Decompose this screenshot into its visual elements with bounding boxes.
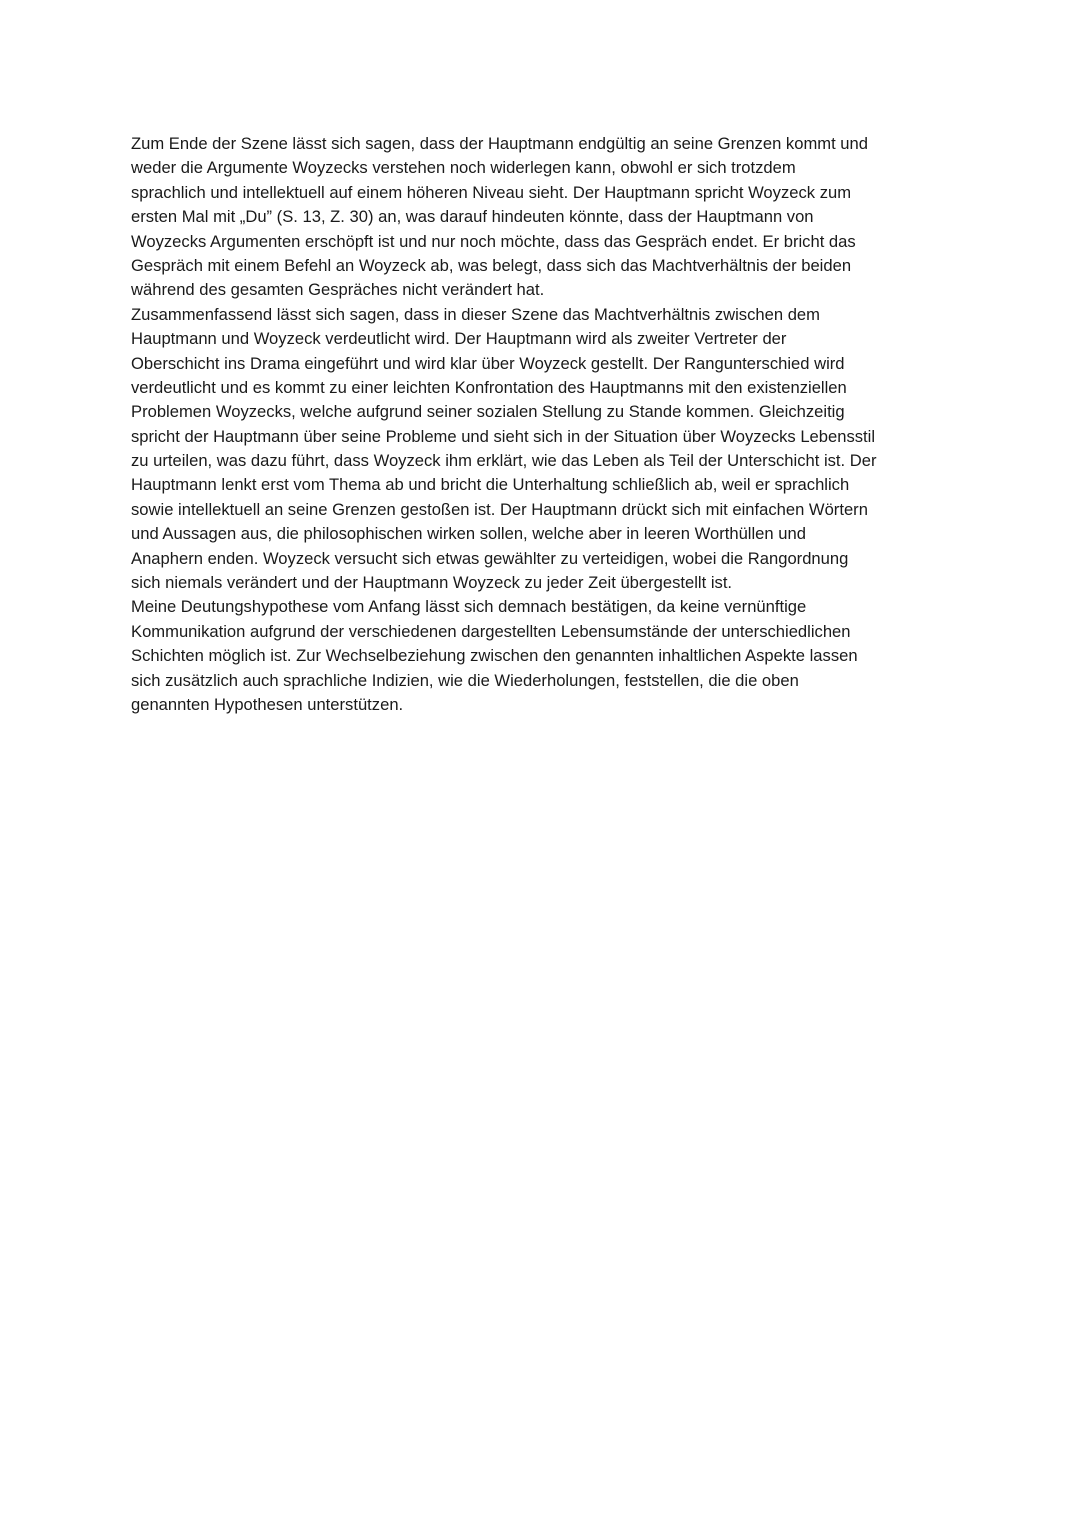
text-line: genannten Hypothesen unterstützen.	[131, 694, 404, 714]
text-line: Zusammenfassend lässt sich sagen, dass in dieser Szene das Machtverhältnis zwischen dem	[131, 304, 820, 324]
text-line: zu urteilen, was dazu führt, dass Woyzeck ihm erklärt, wie das Leben als Teil der Unterschicht ist. Der	[131, 451, 877, 471]
text-line: Gespräch mit einem Befehl an Woyzeck ab, was belegt, dass sich das Machtverhältnis der beiden	[131, 255, 852, 275]
text-line: sowie intellektuell an seine Grenzen gestoßen ist. Der Hauptmann drückt sich mit einfachen Wörtern	[131, 499, 868, 519]
text-line: Kommunikation aufgrund der verschiedenen dargestellten Lebensumstände der unterschiedlichen	[131, 621, 851, 641]
text-line: verdeutlicht und es kommt zu einer leichten Konfrontation des Hauptmanns mit den existenziellen	[131, 377, 847, 397]
text-line: Zum Ende der Szene lässt sich sagen, dass der Hauptmann endgültig an seine Grenzen kommt und	[131, 134, 868, 153]
text-line: Hauptmann lenkt erst vom Thema ab und bricht die Unterhaltung schließlich ab, weil er sprachlich	[131, 475, 850, 495]
text-line: Problemen Woyzecks, welche aufgrund seiner sozialen Stellung zu Stande kommen. Gleichzeitig	[131, 402, 845, 422]
text-line: Schichten möglich ist. Zur Wechselbeziehung zwischen den genannten inhaltlichen Aspekte lassen	[131, 646, 858, 666]
text-line: sich zusätzlich auch sprachliche Indizien, wie die Wiederholungen, feststellen, die die oben	[131, 670, 799, 690]
text-line: Oberschicht ins Drama eingeführt und wird klar über Woyzeck gestellt. Der Rangunterschied wird	[131, 353, 845, 373]
text-line: und Aussagen aus, die philosophischen wirken sollen, welche aber in leeren Worthüllen und	[131, 524, 806, 544]
text-line: Hauptmann und Woyzeck verdeutlicht wird. Der Hauptmann wird als zweiter Vertreter der	[131, 329, 787, 349]
text-line: sprachlich und intellektuell auf einem höheren Niveau sieht. Der Hauptmann spricht Woyzeck zum	[131, 182, 852, 202]
text-line: weder die Argumente Woyzecks verstehen noch widerlegen kann, obwohl er sich trotzdem	[131, 158, 796, 178]
text-line: spricht der Hauptmann über seine Probleme und sieht sich in der Situation über Woyzecks Lebensstil	[131, 426, 876, 446]
text-line: während des gesamten Gespräches nicht verändert hat.	[131, 280, 545, 300]
text-line: Meine Deutungshypothese vom Anfang lässt sich demnach bestätigen, da keine vernünftige	[131, 597, 807, 617]
text-line: sich niemals verändert und der Hauptmann Woyzeck zu jeder Zeit übergestellt ist.	[131, 573, 733, 593]
text-line: Anaphern enden. Woyzeck versucht sich etwas gewählter zu verteidigen, wobei die Rangordnung	[131, 548, 849, 568]
text-line: Woyzecks Argumenten erschöpft ist und nur noch möchte, dass das Gespräch endet. Er bricht das	[131, 231, 856, 251]
text-line: ersten Mal mit „Du” (S. 13, Z. 30) an, was darauf hindeuten könnte, dass der Hauptmann von	[131, 207, 814, 227]
body-text	[131, 132, 961, 717]
